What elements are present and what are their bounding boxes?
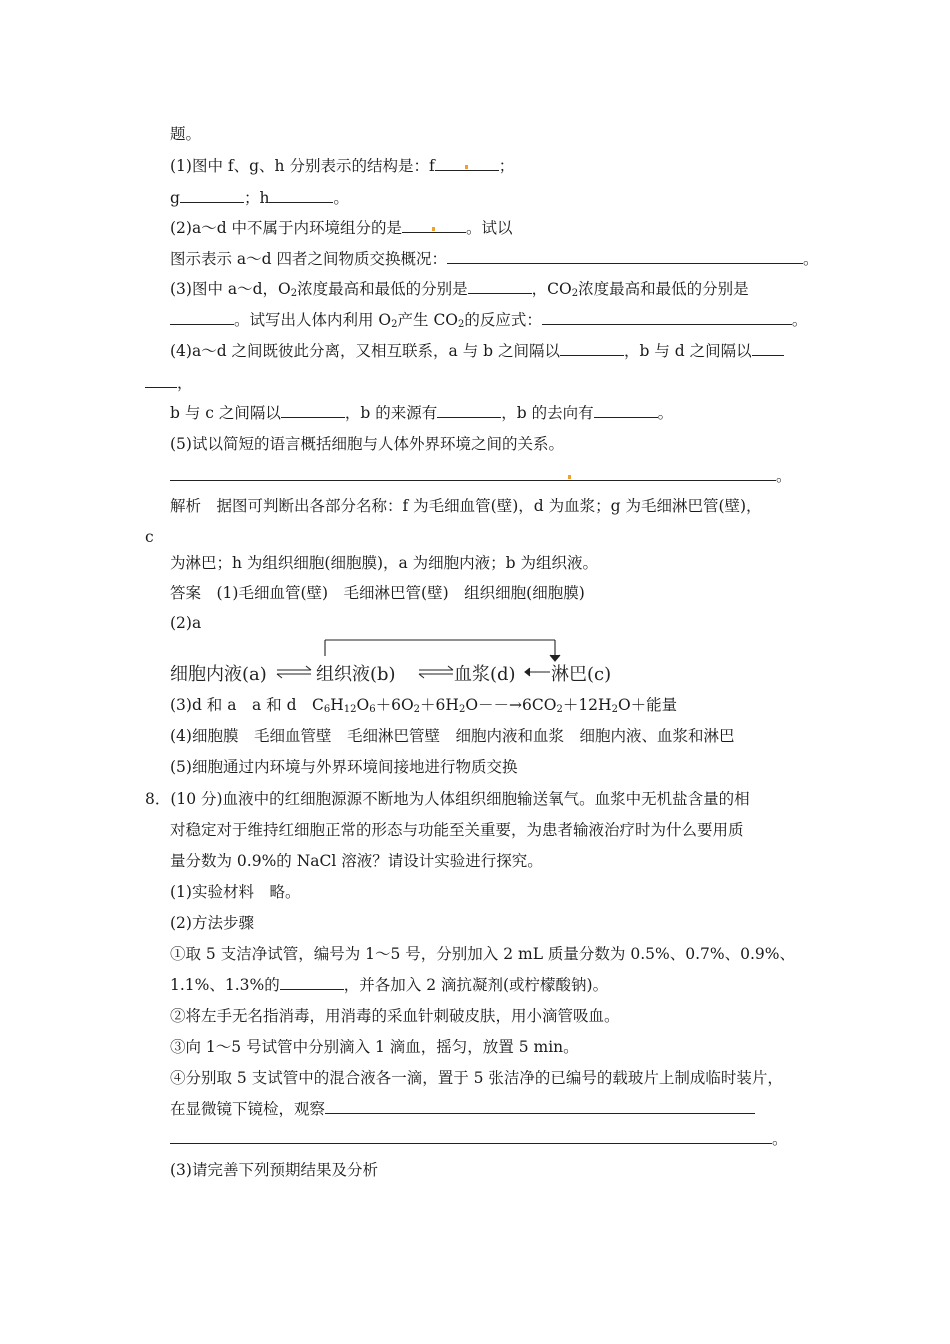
answer-blank-b-source[interactable] — [437, 403, 501, 418]
answer-blank-ab[interactable] — [560, 341, 624, 356]
q8-line8: ②将左手无名指消毒，用消毒的采血针刺破皮肤，用小滴管吸血。 — [170, 1007, 620, 1025]
answer-blank-observe-2[interactable] — [170, 1129, 772, 1144]
q8-line3: 量分数为 0.9%的 NaCl 溶液？请设计实验进行探究。 — [170, 852, 543, 870]
q8-line6: ①取 5 支洁净试管，编号为 1～5 号，分别加入 2 mL 质量分数为 0.5%、0.7%、0.9%、 — [170, 945, 795, 963]
diagram-label-d: 血浆(d) — [454, 664, 516, 685]
q7-part3-line2: 。试写出人体内利用 $O_2$产生 $CO_2$的反应式： 。 — [170, 310, 807, 335]
answer-blank-b-dest[interactable] — [594, 403, 658, 418]
q8-line10: ④分别取 5 支试管中的混合液各一滴，置于 5 张洁净的已编号的载玻片上制成临时装片， — [170, 1069, 783, 1087]
answer-blank-observe-1[interactable] — [325, 1099, 755, 1114]
answer-blank-2[interactable] — [402, 218, 466, 233]
q8-line11: 在显微镜下镜检，观察 — [170, 1099, 755, 1119]
answer-blank-q8-solution[interactable] — [280, 975, 344, 990]
q7-part4-wrap: ， — [145, 373, 193, 393]
q8-line13: (3)请完善下列预期结果及分析 — [170, 1161, 378, 1179]
q7-line-0: 题。 — [170, 125, 202, 143]
diagram-label-b: 组织液(b) — [316, 664, 396, 685]
q7-part3-line: (3)图中 a～d，$O_2$浓度最高和最低的分别是 ，$CO_2$浓度最高和最低的分别是 — [170, 280, 749, 299]
q7-part5-line: (5)试以简短的语言概括细胞与人体外界环境之间的关系。 — [170, 435, 564, 453]
answer-blank-g[interactable] — [180, 188, 244, 203]
q8-line5: (2)方法步骤 — [170, 914, 254, 932]
answer-line1: 答案 (1)毛细血管(壁) 毛细淋巴管(壁) 组织细胞(细胞膜) — [170, 584, 585, 602]
exchange-diagram — [170, 636, 650, 690]
q7-part4-line: (4)a～d 之间既彼此分离，又相互联系，a 与 b 之间隔以 ，b 与 d 之间隔以 — [170, 341, 784, 361]
q7-part4-line2: b 与 c 之间隔以 ，b 的来源有 ，b 的去向有 。 — [170, 404, 674, 422]
answer-blank-co2[interactable] — [170, 310, 234, 325]
answer-blank-equation[interactable] — [542, 310, 792, 325]
q8-line12: 。 — [170, 1129, 788, 1149]
q8-line4: (1)实验材料 略。 — [170, 883, 301, 901]
answer-line2: (2)a — [170, 614, 202, 632]
diagram-label-c: 淋巴(c) — [551, 664, 612, 685]
answer-blank-f[interactable] — [435, 156, 499, 171]
q7-part1-line: (1)图中 f、g、h 分别表示的结构是：f ； — [170, 157, 515, 175]
q7-part2-line2: 图示表示 a～d 四者之间物质交换概况： 。 — [170, 250, 819, 268]
answer-blank-diagram[interactable] — [447, 249, 803, 264]
answer-blank-bc[interactable] — [281, 403, 345, 418]
q7-part5-answer-line: 。 — [170, 466, 792, 486]
answer-line3: (3)d 和 a a 和 d $C_6H_{12}O_6+6O_2+6H_2O--\to 6CO_2+12H_2O+$能量 — [170, 696, 678, 715]
answer-blank-bd-2[interactable] — [145, 373, 177, 388]
q7-part1-line2: g ；h 。 — [170, 189, 349, 207]
answer-line5: (5)细胞通过内环境与外界环境间接地进行物质交换 — [170, 758, 518, 776]
q8-line9: ③向 1～5 号试管中分别滴入 1 滴血，摇匀，放置 5 min。 — [170, 1038, 579, 1056]
answer-line4: (4)细胞膜 毛细血管壁 毛细淋巴管壁 细胞内液和血浆 细胞内液、血浆和淋巴 — [170, 727, 735, 745]
answer-blank-bd-1[interactable] — [752, 341, 784, 356]
analysis-wrap: c — [145, 528, 154, 546]
analysis-line2: 为淋巴；h 为组织细胞(细胞膜)，a 为细胞内液；b 为组织液。 — [170, 554, 599, 572]
answer-blank-5[interactable] — [170, 466, 776, 481]
answer-blank-o2[interactable] — [468, 279, 532, 294]
diagram-label-a: 细胞内液(a) — [170, 664, 267, 685]
answer-blank-h[interactable] — [269, 188, 333, 203]
analysis-line: 解析 据图可判断出各部分名称：f 为毛细血管(壁)，d 为血浆；g 为毛细淋巴管(壁)， — [170, 497, 762, 515]
q8-line7: 1.1%、1.3%的 ，并各加入 2 滴抗凝剂(或柠檬酸钠)。 — [170, 976, 609, 994]
q7-part2-line: (2)a～d 中不属于内环境组分的是 。试以 — [170, 219, 513, 237]
q8-line2: 对稳定对于维持红细胞正常的形态与功能至关重要，为患者输液治疗时为什么要用质 — [170, 821, 744, 839]
q8-line1: 8．(10 分)血液中的红细胞源源不断地为人体组织细胞输送氧气。血浆中无机盐含量的相 — [145, 790, 750, 808]
